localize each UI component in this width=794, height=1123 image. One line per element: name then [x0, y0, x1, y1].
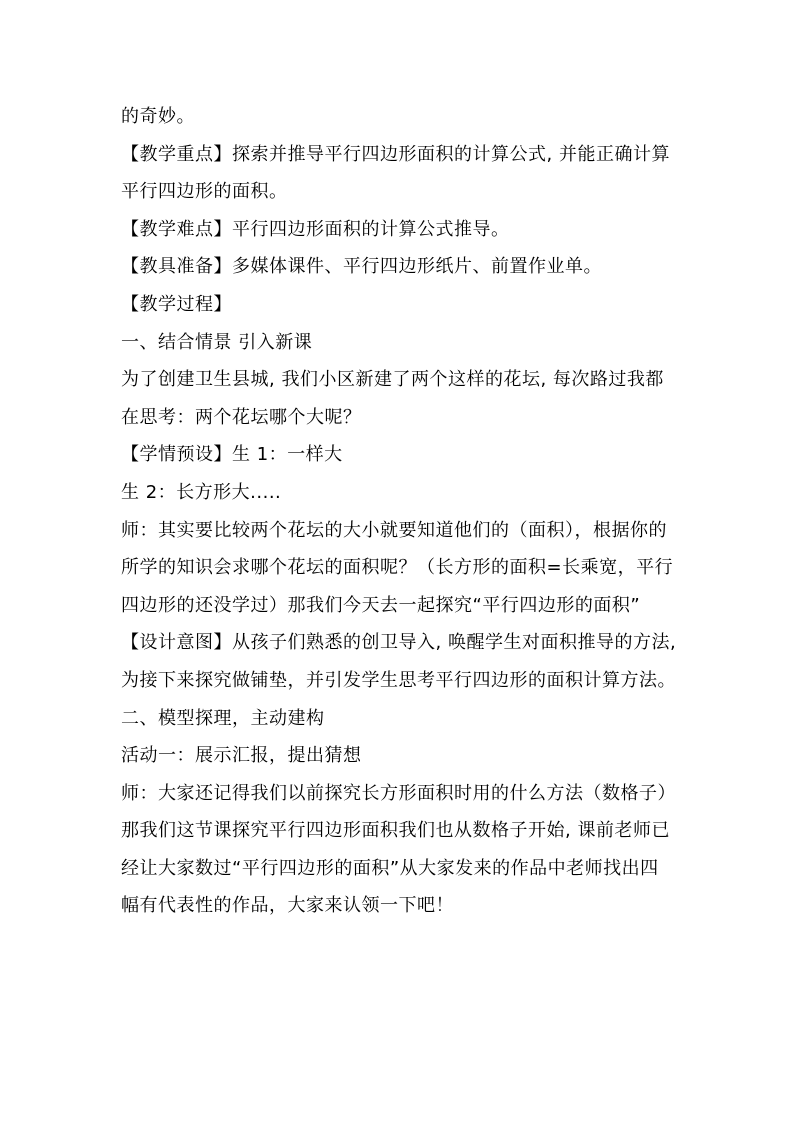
text-line: 经让大家数过“平行四边形的面积”从大家发来的作品中老师找出四 — [121, 857, 659, 879]
text-line: 的奇妙。 — [121, 106, 195, 127]
text-line: 【教具准备】多媒体课件、平行四边形纸片、前置作业单。 — [121, 256, 602, 278]
text-line: 师：其实要比较两个花坛的大小就要知道他们的（面积），根据你的 — [121, 519, 667, 541]
text-line: 在思考：两个花坛哪个大呢？ — [121, 406, 362, 428]
text-line: 【设计意图】从孩子们熟悉的创卫导入, 唤醒学生对面积推导的方法, — [121, 632, 677, 654]
text-line: 【教学重点】探索并推导平行四边形面积的计算公式, 并能正确计算 — [121, 143, 670, 165]
text-line: 四边形的还没学过）那我们今天去一起探究“平行四边形的面积” — [121, 594, 641, 616]
text-line: 幅有代表性的作品，大家来认领一下吧！ — [121, 895, 454, 917]
section-heading: 【教学过程】 — [121, 293, 232, 315]
section-heading: 二、模型探理，主动建构 — [121, 707, 325, 729]
text-line: 平行四边形的面积。 — [121, 181, 288, 203]
text-line: 活动一：展示汇报，提出猜想 — [121, 745, 362, 767]
text-line: 为接下来探究做铺垫，并引发学生思考平行四边形的面积计算方法。 — [121, 669, 676, 691]
text-line: 那我们这节课探究平行四边形面积我们也从数格子开始, 课前老师已 — [121, 820, 670, 842]
text-line: 为了创建卫生县城, 我们小区新建了两个这样的花坛, 每次路过我都 — [121, 369, 664, 391]
document-body — [121, 98, 677, 925]
text-line: 【教学难点】平行四边形面积的计算公式推导。 — [121, 218, 510, 240]
text-line: 【学情预设】生 1：一样大 — [121, 444, 343, 466]
text-line: 师：大家还记得我们以前探究长方形面积时用的什么方法（数格子） — [121, 782, 676, 804]
text-line: 生 2：长方形大..... — [121, 481, 282, 503]
text-line: 所学的知识会求哪个花坛的面积呢？（长方形的面积=长乘宽，平行 — [121, 557, 674, 579]
section-heading: 一、结合情景 引入新课 — [121, 331, 313, 353]
